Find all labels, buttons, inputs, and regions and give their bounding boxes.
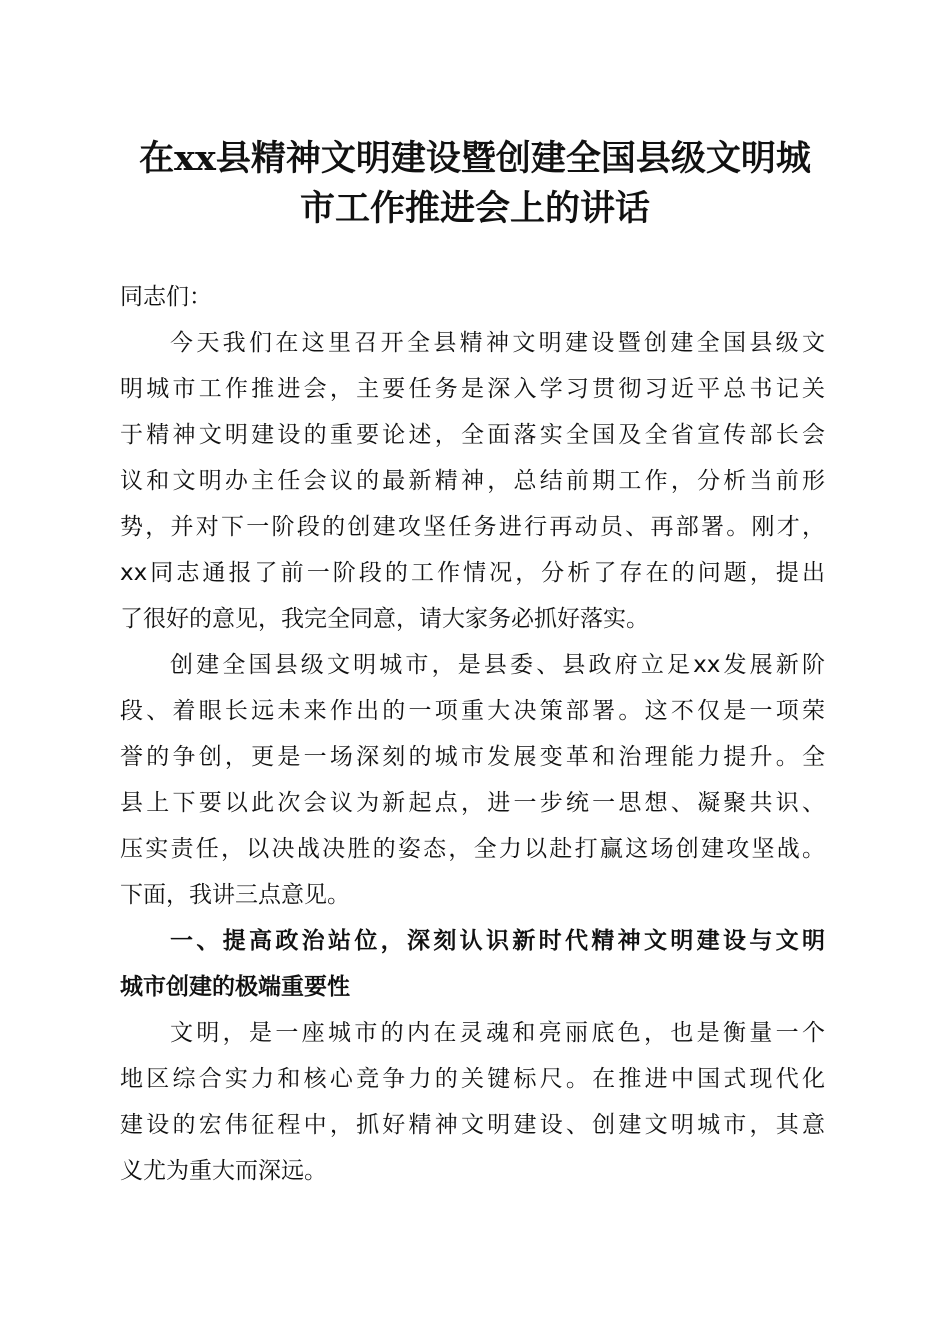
heading-line: 城市创建的极端重要性	[120, 974, 350, 1000]
paragraph-line: 义尤为重大而深远。	[120, 1158, 327, 1184]
paragraph-line: 地区综合实力和核心竞争力的关键标尺。在推进中国式现代化	[120, 1066, 825, 1092]
paragraph-line: 压实责任，以决战决胜的姿态，全力以赴打赢这场创建攻坚战。	[120, 836, 825, 862]
section-1-paragraph	[120, 1010, 825, 1194]
document-title	[110, 134, 840, 234]
paragraph-line: 今天我们在这里召开全县精神文明建设暨创建全国县级文	[170, 330, 825, 356]
paragraph-line: 明城市工作推进会，主要任务是深入学习贯彻习近平总书记关	[120, 376, 825, 402]
paragraph-line: 创建全国县级文明城市，是县委、县政府立足xx发展新阶	[170, 652, 825, 678]
paragraph-line: xx同志通报了前一阶段的工作情况，分析了存在的问题，提出	[120, 560, 825, 586]
title-line-1: 在xx县精神文明建设暨创建全国县级文明城	[139, 138, 811, 179]
paragraph-2	[120, 642, 825, 918]
paragraph-line: 段、着眼长远未来作出的一项重大决策部署。这不仅是一项荣	[120, 698, 825, 724]
paragraph-line: 县上下要以此次会议为新起点，进一步统一思想、凝聚共识、	[120, 790, 825, 816]
heading-line: 一、提高政治站位，深刻认识新时代精神文明建设与文明	[170, 928, 825, 954]
paragraph-1	[120, 320, 825, 642]
paragraph-line: 了很好的意见，我完全同意，请大家务必抓好落实。	[120, 606, 649, 632]
paragraph-line: 誉的争创，更是一场深刻的城市发展变革和治理能力提升。全	[120, 744, 825, 770]
paragraph-line: 文明，是一座城市的内在灵魂和亮丽底色，也是衡量一个	[170, 1020, 825, 1046]
paragraph-line: 建设的宏伟征程中，抓好精神文明建设、创建文明城市，其意	[120, 1112, 825, 1138]
paragraph-line: 议和文明办主任会议的最新精神，总结前期工作，分析当前形	[120, 468, 825, 494]
section-1-heading	[120, 918, 825, 1010]
paragraph-line: 势，并对下一阶段的创建攻坚任务进行再动员、再部署。刚才，	[120, 514, 825, 540]
salutation: 同志们：	[120, 284, 212, 310]
title-line-2: 市工作推进会上的讲话	[299, 188, 650, 229]
document-body	[120, 274, 825, 1194]
paragraph-line: 于精神文明建设的重要论述，全面落实全国及全省宣传部长会	[120, 422, 825, 448]
paragraph-line: 下面，我讲三点意见。	[120, 882, 350, 908]
